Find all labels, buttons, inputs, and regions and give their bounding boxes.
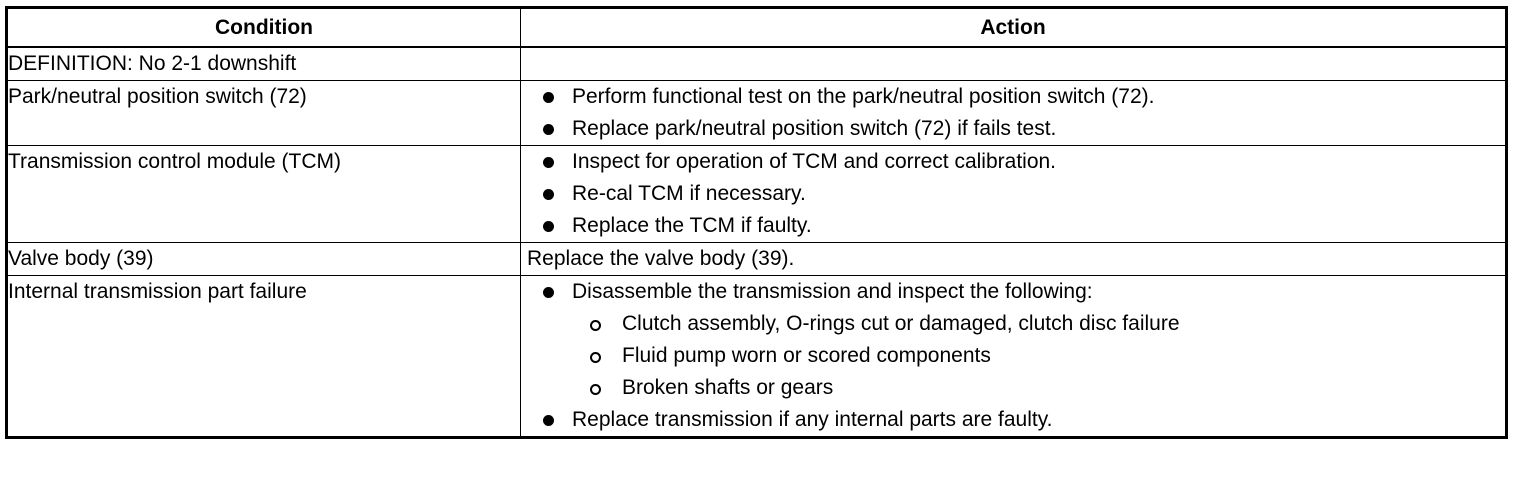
action-cell: Replace the valve body (39). bbox=[521, 243, 1507, 276]
diagnosis-table bbox=[5, 6, 1508, 439]
sub-list bbox=[572, 308, 1505, 404]
definition-text: DEFINITION: No 2-1 downshift bbox=[7, 47, 521, 81]
action-item-text: Disassemble the transmission and inspect the following: bbox=[572, 280, 1093, 303]
table-row bbox=[7, 276, 1507, 438]
condition-cell: Internal transmission part failure bbox=[7, 276, 521, 438]
action-list bbox=[521, 276, 1505, 436]
action-list bbox=[521, 81, 1505, 145]
header-row bbox=[7, 8, 1507, 48]
action-item: Replace the TCM if faulty. bbox=[543, 210, 1505, 242]
sub-item: Clutch assembly, O-rings cut or damaged, clutch disc failure bbox=[590, 308, 1505, 340]
action-item bbox=[543, 276, 1505, 404]
definition-action-empty bbox=[521, 47, 1507, 81]
action-item: Perform functional test on the park/neutral position switch (72). bbox=[543, 81, 1505, 113]
action-item: Inspect for operation of TCM and correct calibration. bbox=[543, 146, 1505, 178]
header-condition: Condition bbox=[7, 8, 521, 48]
table-row bbox=[7, 146, 1507, 243]
action-item: Replace transmission if any internal parts are faulty. bbox=[543, 404, 1505, 436]
sub-item: Fluid pump worn or scored components bbox=[590, 340, 1505, 372]
action-item: Replace park/neutral position switch (72) if fails test. bbox=[543, 113, 1505, 145]
condition-cell: Park/neutral position switch (72) bbox=[7, 81, 521, 146]
action-cell bbox=[521, 276, 1507, 438]
sub-item: Broken shafts or gears bbox=[590, 372, 1505, 404]
condition-cell: Valve body (39) bbox=[7, 243, 521, 276]
condition-cell: Transmission control module (TCM) bbox=[7, 146, 521, 243]
action-cell bbox=[521, 81, 1507, 146]
definition-row bbox=[7, 47, 1507, 81]
action-cell bbox=[521, 146, 1507, 243]
table-row bbox=[7, 243, 1507, 276]
header-action: Action bbox=[521, 8, 1507, 48]
action-list bbox=[521, 146, 1505, 242]
action-item: Re-cal TCM if necessary. bbox=[543, 178, 1505, 210]
table-row bbox=[7, 81, 1507, 146]
